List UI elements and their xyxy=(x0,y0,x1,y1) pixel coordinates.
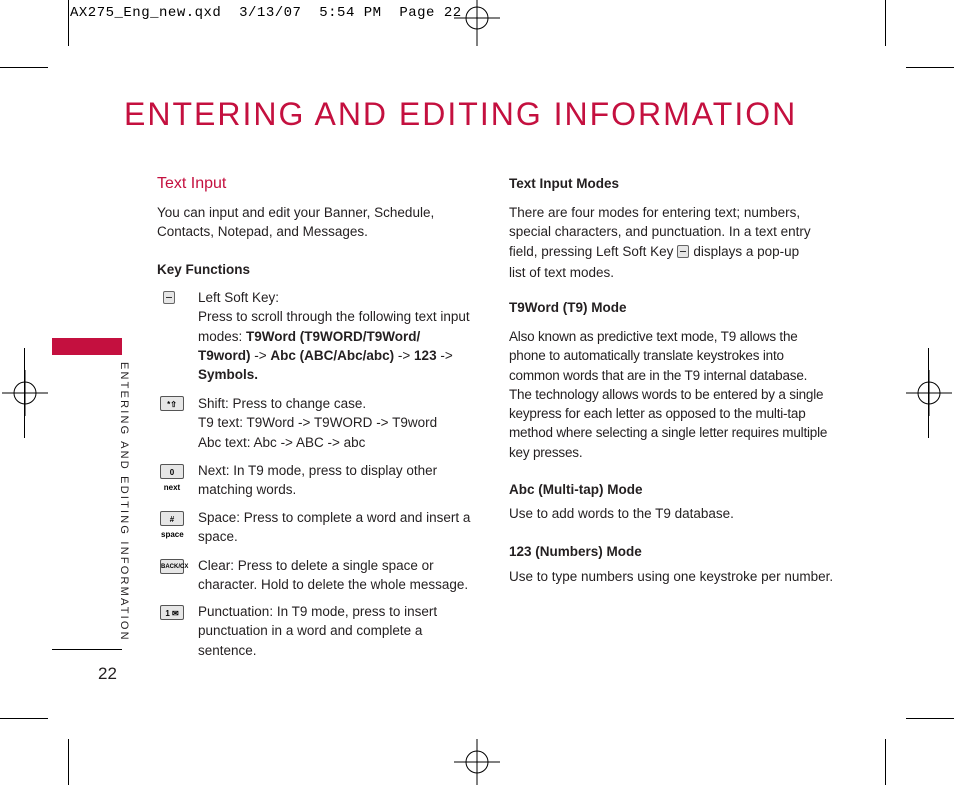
registration-mark-icon xyxy=(906,370,952,416)
crop-mark xyxy=(24,348,25,438)
punctuation-key-desc: Punctuation: In T9 mode, press to insert punctuation in a word and complete a sentence. xyxy=(198,604,438,658)
intro-text: You can input and edit your Banner, Schedule, Contacts, Notepad, and Messages. xyxy=(157,205,435,240)
registration-mark-icon xyxy=(2,370,48,416)
left-soft-key-icon xyxy=(677,245,689,258)
printer-slug: AX275_Eng_new.qxd 3/13/07 5:54 PM Page 22 xyxy=(70,5,462,21)
crop-mark xyxy=(885,0,886,46)
numbers-mode-heading: 123 (Numbers) Mode xyxy=(509,544,642,559)
clear-key-icon: BACK/CX xyxy=(160,559,184,574)
next-key-desc: Next: In T9 mode, press to display other matching words. xyxy=(198,463,438,498)
space-key-desc: Space: Press to complete a word and insert a space. xyxy=(198,510,471,545)
text-input-modes-body: There are four modes for entering text; numbers, special characters, and punctuation. In a text entry field, pressing Left Soft Key displays a pop-up list of text modes. xyxy=(509,205,811,280)
clear-key-desc: Clear: Press to delete a single space or character. Hold to delete the whole message. xyxy=(198,558,469,593)
left-soft-key-desc: Left Soft Key: Press to scroll through the following text input modes: T9Word (T9WORD/T9Word/ T9word) -> Abc (ABC/Abc/abc) -> 123 -> Symbols. xyxy=(198,290,470,383)
sidebar-color-tab xyxy=(52,338,122,355)
left-soft-key-icon xyxy=(163,291,175,304)
page-title: ENTERING AND EDITING INFORMATION xyxy=(124,96,798,132)
abc-mode-body: Use to add words to the T9 database. xyxy=(509,506,734,521)
crop-mark xyxy=(68,739,69,785)
key-functions-heading: Key Functions xyxy=(157,262,251,277)
crop-mark xyxy=(0,718,48,719)
sidebar-section-label: ENTERING AND EDITING INFORMATION xyxy=(118,362,130,642)
abc-mode-heading: Abc (Multi-tap) Mode xyxy=(509,482,643,497)
t9-mode-heading: T9Word (T9) Mode xyxy=(509,300,627,315)
crop-mark xyxy=(928,348,929,438)
shift-key-desc: Shift: Press to change case. T9 text: T9Word -> T9WORD -> T9word Abc text: Abc -> ABC -> abc xyxy=(198,396,438,450)
numbers-mode-body: Use to type numbers using one keystroke per number. xyxy=(509,569,834,584)
zero-next-key-icon: 0 next xyxy=(160,464,184,479)
crop-mark xyxy=(906,718,954,719)
sidebar-divider xyxy=(52,649,122,650)
registration-mark-icon xyxy=(454,739,500,785)
crop-mark xyxy=(0,67,48,68)
crop-mark xyxy=(68,0,69,46)
star-shift-key-icon: *⇧ xyxy=(160,396,184,411)
crop-mark xyxy=(906,67,954,68)
one-punctuation-key-icon: 1 ✉ xyxy=(160,605,184,620)
t9-mode-body: Also known as predictive text mode, T9 allows the phone to automatically translate keystrokes into common words that are in the T9 internal database. The technology allows words to be entered by a single keypress for each letter as opposed to the multi-tap method where selecting a single letter requires multiple key presses. xyxy=(509,329,828,460)
pound-space-key-icon: # space xyxy=(160,511,184,526)
registration-mark-icon xyxy=(454,0,500,46)
section-heading-text-input: Text Input xyxy=(157,175,227,192)
text-input-modes-heading: Text Input Modes xyxy=(509,176,619,191)
crop-mark xyxy=(885,739,886,785)
page-number: 22 xyxy=(98,664,117,683)
